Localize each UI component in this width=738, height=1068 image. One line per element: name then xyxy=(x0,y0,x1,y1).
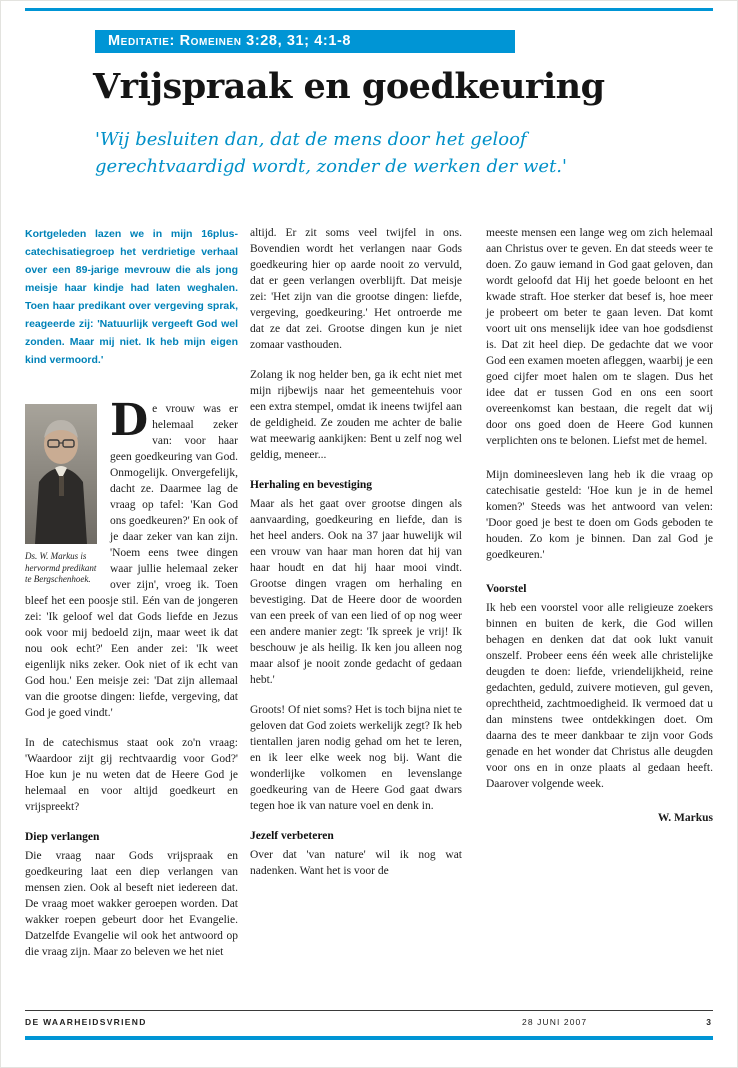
section-heading-voorstel: Voorstel xyxy=(486,583,527,595)
footer-rule xyxy=(25,1010,713,1011)
body-paragraph: Maar als het gaat over grootse dingen als aanvaarding, goedkeuring en liefde, dan is het heel anders. Ook na 37 jaar huwelijk wil een vrouw van haar man horen dat hij van haar houdt en dat hij haar mooi vindt. Grootse dingen vragen om herhaling en bevestiging. Dat de Heere door de woorden van een preek of van een lied of op nog weer een andere manier zegt: 'Ik spreek je vrij! Ik beschouw je als heilig. Ik ken jou alleen nog maar alsof je nooit zonde gedacht of gedaan hebt.' xyxy=(250,498,462,686)
footer xyxy=(25,1017,713,1031)
top-accent-rule xyxy=(25,8,713,11)
body-paragraph: In de catechismus staat ook zo'n vraag: 'Waardoor zijt gij rechtvaardig voor God?' Hoe kun je nu weten dat de Heere God je helemaal en voor altijd goedkeurt en vrijspreekt? xyxy=(25,737,238,813)
footer-date: 28 JUNI 2007 xyxy=(522,1017,588,1027)
footer-magazine-name: DE WAARHEIDSVRIEND xyxy=(25,1017,147,1027)
photo-caption: Ds. W. Markus is hervormd predikant te Bergschenhoek. xyxy=(25,551,97,584)
body-text: e vrouw was er helemaal zeker van: voor haar geen goedkeuring van God. Onmogelijk. Onvergefelijk, dacht ze. Daarmee lag de vraag op tafel: 'Kan God ons goedkeuren?' En ook of je daar zeker van kan zijn. 'Noem eens twee dingen waar jullie helemaal zeker over zijn', vroeg ik. Toen bleef het een poosje stil. Eén van de jongeren zei: 'Ik geloof wel dat Gods liefde en Jezus ook voor mij bedoeld zijn, maar weet ik dat nou ook echt?' Een ander zei: 'Ik weet eigenlijk niks zeker. Ook niet of ik echt van God hou.' Een meisje zei: 'Dat zijn allemaal van die grootse dingen: liefde, vergeving, dat God je goed vindt.' xyxy=(25,403,238,719)
column-middle xyxy=(250,225,462,893)
column-right xyxy=(486,225,713,826)
bottom-accent-bar xyxy=(25,1036,713,1040)
author-photo xyxy=(25,404,97,544)
footer-page-number: 3 xyxy=(706,1017,711,1027)
body-paragraph: Ik heb een voorstel voor alle religieuze zoekers binnen en buiten de kerk, die God willen behagen en denken dat dat ook lukt vanuit onszelf. Probeer eens één week alle christelijke deugden te doen: liefde, vriendelijkheid, reine gedachten, geduld, zuivere motieven, gul geven, oprechtheid, zachtmoedigheid. Ik vermoed dat u dan minstens twee ontdekkingen doet. Om daarna des te meer dankbaar te zijn voor Gods genade en het wonder dat Christus alle deugden voor ons en in onze plaats al gedaan heeft. Daarover volgende week. xyxy=(486,602,713,790)
body-paragraph: Die vraag naar Gods vrijspraak en goedkeuring laat een diep verlangen van mensen zien. Ook al beseft niet iedereen dat. De vraag moet wakker geroepen worden. Dat wakker roepen gebeurt door het Evangelie. Datzelfde Evangelie wil ook het antwoord op die vraag zijn. Maar zo beleven we het niet xyxy=(25,850,238,958)
body-paragraph: Zolang ik nog helder ben, ga ik echt niet met mijn rijbewijs naar het gemeentehuis voor een extra stempel, omdat ik ineens twijfel aan de geldigheid. Ze zouden me achter de balie wat meewarig aankijken: Bent u zelf nog wel geldig, meneer... xyxy=(250,369,462,461)
author-photo-block xyxy=(25,404,101,586)
article-start-block xyxy=(25,395,238,960)
page-title: Vrijspraak en goedkeuring xyxy=(93,66,605,107)
body-paragraph: Groots! Of niet soms? Het is toch bijna niet te geloven dat God zoiets werkelijk zegt? Ik heb tientallen jaren nodig gehad om het te leren, en ik leer elke week nog bij. Want die wonderlijke volkomen en levenslange goedkeuring van de Heere God gaat dwars tegen hoe ik van nature voel en denk in. xyxy=(250,704,462,812)
section-heading-diep-verlangen: Diep verlangen xyxy=(25,831,100,843)
column-left xyxy=(25,225,238,974)
dropcap-letter: D xyxy=(110,395,149,446)
kicker-badge xyxy=(95,30,515,53)
kicker-text: Meditatie: Romeinen 3:28, 31; 4:1-8 xyxy=(108,33,352,49)
body-paragraph: Mijn domineesleven lang heb ik die vraag op catechisatie gesteld: 'Hoe kun je in de hemel komen?' Steeds was het antwoord van velen: 'Door goed je best te doen om Gods geboden te houden. Zo kom je binnen. Dan zal God je goedkeuren.' xyxy=(486,469,713,561)
page-subtitle: 'Wij besluiten dan, dat de mens door het geloof gerechtvaardigd wordt, zonder de werken der wet.' xyxy=(95,129,567,177)
section-heading-jezelf-verbeteren: Jezelf verbeteren xyxy=(250,830,334,842)
body-paragraph: meeste mensen een lange weg om zich helemaal aan Christus over te geven. En dat steeds weer te doen. Zo gauw iemand in God gaat geloven, dan wordt geloofd dat Hij het goede beloont en het kwade straft. Hoe sterker dat besef is, hoe meer je probeert om beter te gaan leven. Dat komt voort uit ons menselijk idee van hoe godsdienst is. Dat zit heel diep. De gedachte dat we voor God een examen moeten afleggen, waarbij je een goed cijfer moet halen om te slagen. Dus het idee dat er tussen God en ons een soort overeenkomst kan bestaan, die regelt dat wij door ons goed doen de Heere God kunnen verplichten ons te belonen. Liefst met de hemel. xyxy=(486,227,713,447)
author-signature: W. Markus xyxy=(657,812,713,824)
lead-paragraph: Kortgeleden lazen we in mijn 16plus-catechisatiegroep het verdrietige verhaal over een 89-jarige mevrouw die als jong meisje haar kindje had laten weghalen. Toen haar predikant over vergeving sprak, reageerde zij: 'Natuurlijk vergeeft God wel zonden. Maar mij niet. Ik heb mijn eigen kind vermoord.' xyxy=(25,228,238,366)
section-heading-herhaling: Herhaling en bevestiging xyxy=(250,479,373,491)
body-paragraph: altijd. Er zit soms veel twijfel in ons. Bovendien wordt het verlangen naar Gods goedkeuring hier op aarde nooit zo vervuld, dat er geen verlangen overblijft. Dat meisje zei: 'Het zijn van die grootse dingen: liefde, vergeving, goedkeuring.' Het ontroerde me dat ze dat zei. Grootse dingen kun je niet zomaar vasthouden. xyxy=(250,227,462,351)
body-paragraph: Over dat 'van nature' wil ik nog wat nadenken. Want het is voor de xyxy=(250,849,462,877)
